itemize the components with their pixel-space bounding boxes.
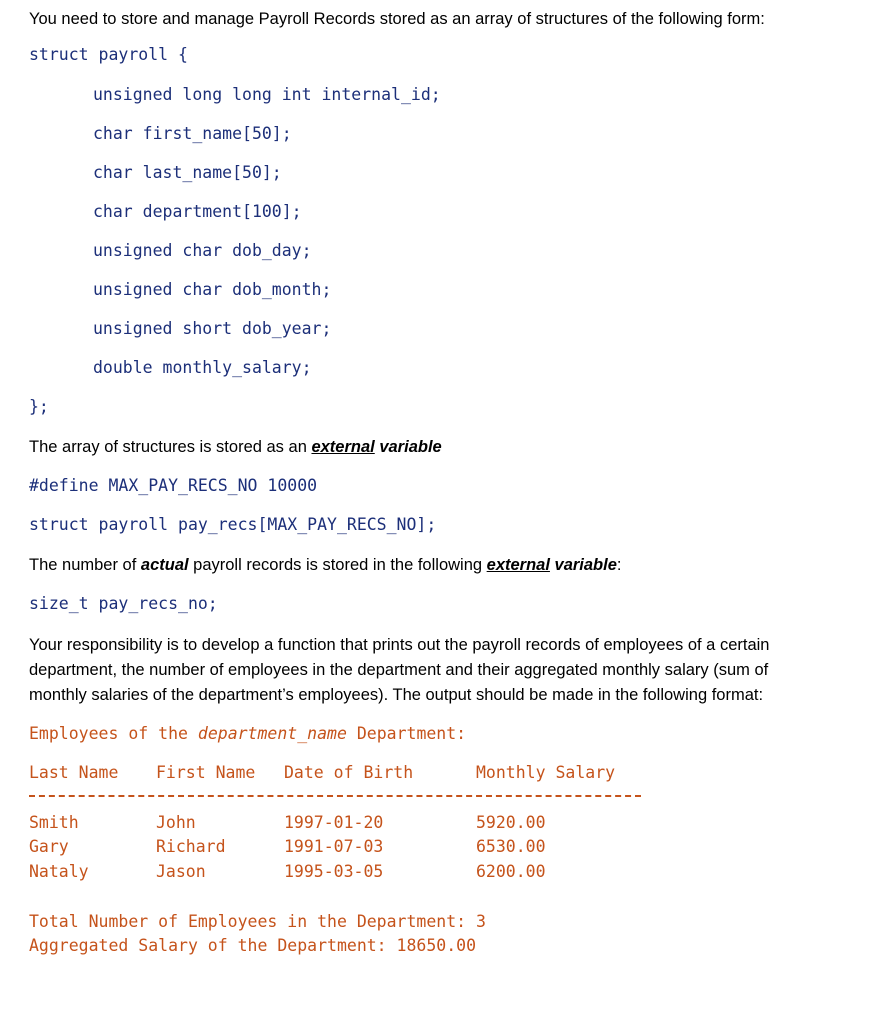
table-row: Smith John 1997-01-20 5920.00 xyxy=(29,813,546,832)
aggregated-salary-line: Aggregated Salary of the Department: 18650.00 xyxy=(29,936,477,955)
output-heading: Employees of the department_name Department: xyxy=(29,724,467,743)
dashed-divider xyxy=(29,795,641,797)
column-header-last-name: Last Name xyxy=(29,763,119,782)
column-header-date-of-birth: Date of Birth xyxy=(284,763,414,782)
count-declaration: size_t pay_recs_no; xyxy=(29,594,218,613)
output-column-headers xyxy=(29,763,829,787)
task-line: Your responsibility is to develop a function that prints out the payroll records of employees of a certain xyxy=(29,636,770,654)
array-declaration: struct payroll pay_recs[MAX_PAY_RECS_NO]; xyxy=(29,515,437,534)
struct-field: char first_name[50]; xyxy=(93,124,292,143)
intro-text: You need to store and manage Payroll Records stored as an array of structures of the following form: xyxy=(29,10,765,28)
array-description: The array of structures is stored as an external variable xyxy=(29,438,442,456)
struct-open: struct payroll { xyxy=(29,45,188,64)
struct-field: unsigned long long int internal_id; xyxy=(93,85,441,104)
task-line: monthly salaries of the department’s employees). The output should be made in the following format: xyxy=(29,686,764,704)
table-row: Nataly Jason 1995-03-05 6200.00 xyxy=(29,862,546,881)
struct-field: unsigned char dob_month; xyxy=(93,280,332,299)
table-row: Gary Richard 1991-07-03 6530.00 xyxy=(29,837,546,856)
count-description: The number of actual payroll records is stored in the following external variable: xyxy=(29,556,622,574)
task-line: department, the number of employees in the department and their aggregated monthly salary (sum of xyxy=(29,661,769,679)
struct-close: }; xyxy=(29,397,49,416)
column-header-monthly-salary: Monthly Salary xyxy=(476,763,616,782)
struct-field: char department[100]; xyxy=(93,202,302,221)
column-header-first-name: First Name xyxy=(156,763,256,782)
define-line: #define MAX_PAY_RECS_NO 10000 xyxy=(29,476,318,495)
struct-field: char last_name[50]; xyxy=(93,163,282,182)
total-employees-line: Total Number of Employees in the Department: 3 xyxy=(29,912,486,931)
struct-field: unsigned char dob_day; xyxy=(93,241,312,260)
struct-field: double monthly_salary; xyxy=(93,358,312,377)
struct-field: unsigned short dob_year; xyxy=(93,319,332,338)
